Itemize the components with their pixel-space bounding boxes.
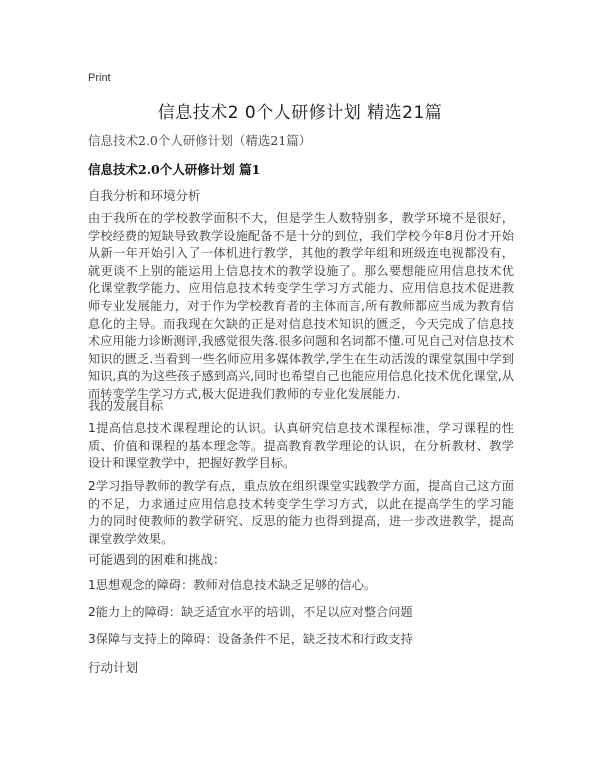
heading-difficulties: 可能遇到的困难和挑战： [88, 552, 226, 567]
document-subtitle: 信息技术2.0个人研修计划（精选21篇） [88, 133, 312, 148]
difficulty-item-2: 2能力上的障碍：缺乏适宜水平的培训，不足以应对整合问题 [88, 605, 413, 619]
paragraph-goal-2: 2学习指导教师的教学有点，重点放在组织课堂实践教学方面，提高自己这方面的不足，力求通过应用信息技术转变学生学习方式，以此在提高学生的学习能力的同时使教师的教学研究、反思的能力也得到提高，进一步改进教学，提高课堂教学效果。 [88, 479, 514, 546]
heading-action-plan: 行动计划 [88, 660, 139, 675]
difficulty-item-1: 1思想观念的障碍：教师对信息技术缺乏足够的信心。 [88, 578, 377, 592]
heading-goals: 我的发展目标 [88, 398, 164, 413]
difficulty-item-3: 3保障与支持上的障碍：设备条件不足，缺乏技术和行政支持 [88, 632, 413, 646]
paragraph-goal-1: 1提高信息技术课程理论的认识。认真研究信息技术课程标准，学习课程的性质、价值和课程的基本理念等。提高教育教学理论的认识，在分析教材、教学设计和课堂教学中，把握好教学目标。 [88, 421, 514, 471]
heading-self-analysis: 自我分析和环境分析 [88, 188, 201, 203]
document-title: 信息技术2 0个人研修计划 精选21篇 [157, 103, 443, 123]
paragraph-self-analysis: 由于我所在的学校教学面积不大，但是学生人数特别多，教学环境不是很好，学校经费的短缺导致教学设施配备不是十分的到位，我们学校今年8月份才开始从新一年开始引入了一体机进行教学，其他的教学年组和班级连电视都没有，就更谈不上别的能运用上信息技术的教学设施了。那么要想能应用信息技术优化课堂教学能力、应用信息技术转变学生学习方式能力、应用信息技术促进教师专业发展能力，对于作为学校教育者的主体而言,所有教师都应当成为教育信息化的主导。而我现在欠缺的正是对信息技术知识的匮乏，今天完成了信息技术应用能力诊断测评,我感觉很失落.很多问题和名词都不懂.可见自己对信息技术知识的匮乏.当看到一些名师应用多媒体教学,学生在生动活泼的课堂氛围中学到知识,真的为这些孩子感到高兴,同时也希望自己也能应用信息化技术优化课堂,从而转变学生学习方式,极大促进我们教师的专业化发展能力. [88, 211, 514, 401]
section-title: 信息技术2.0个人研修计划 篇1 [88, 162, 261, 177]
print-label: Print [88, 72, 111, 84]
